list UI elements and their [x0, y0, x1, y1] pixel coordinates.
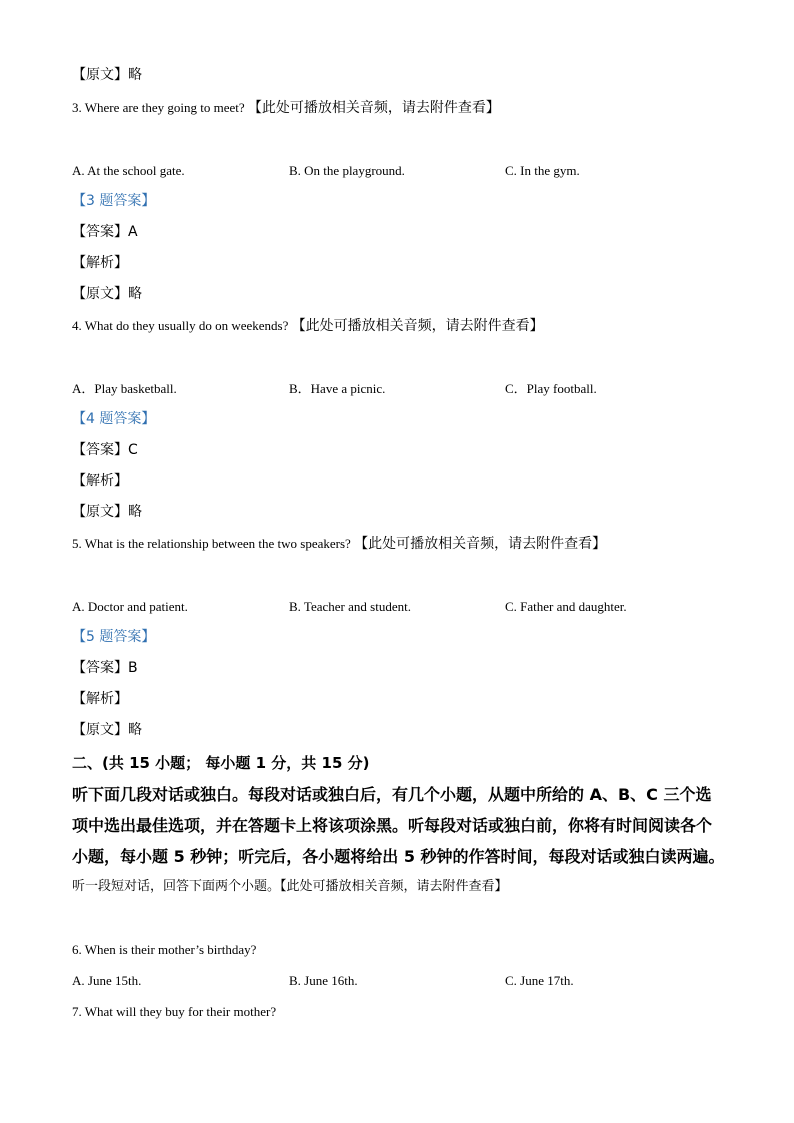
q4-option-b: B．Have a picnic. [289, 381, 386, 396]
original-text-omitted: 【原文】略 [72, 67, 142, 83]
question-3 [72, 99, 500, 117]
q4-option-a: A．Play basketball. [72, 381, 177, 396]
q5-option-b: B. Teacher and student. [289, 599, 411, 614]
question-4-text: 4. What do they usually do on weekends? [72, 318, 289, 333]
q5-option-c: C. Father and daughter. [505, 599, 627, 614]
q5-option-a: A. Doctor and patient. [72, 599, 188, 614]
dialog-instruction[interactable]: 听一段短对话，回答下面两个小题。【此处可播放相关音频，请去附件查看】 [72, 879, 508, 894]
q4-answer-header: 【4 题答案】 [72, 411, 156, 427]
q5-answer-header: 【5 题答案】 [72, 629, 156, 645]
q4-original-text: 【原文】略 [72, 504, 142, 520]
q3-option-a: A. At the school gate. [72, 163, 185, 178]
q4-analysis: 【解析】 [72, 473, 128, 489]
question-4 [72, 317, 544, 335]
section-2-title: 二、(共 15 小题； 每小题 1 分，共 15 分) [72, 754, 370, 772]
q5-analysis: 【解析】 [72, 691, 128, 707]
question-5 [72, 535, 606, 553]
audio-link[interactable]: 【此处可播放相关音频，请去附件查看】 [291, 318, 544, 334]
q6-option-c: C. June 17th. [505, 973, 574, 988]
section-2-instruction-line-2: 项中选出最佳选项，并在答题卡上将该项涂黑。听每段对话或独白前，你将有时间阅读各个 [72, 816, 713, 835]
q3-option-b: B. On the playground. [289, 163, 405, 178]
q6-option-a: A. June 15th. [72, 973, 142, 988]
section-2-instruction-line-3: 小题，每小题 5 秒钟；听完后，各小题将给出 5 秒钟的作答时间，每段对话或独白读两遍。 [72, 847, 725, 866]
audio-link[interactable]: 【此处可播放相关音频，请去附件查看】 [247, 100, 500, 116]
q4-option-c: C．Play football. [505, 381, 597, 396]
q3-analysis: 【解析】 [72, 255, 128, 271]
question-3-text: 3. Where are they going to meet? [72, 100, 245, 115]
q6-option-b: B. June 16th. [289, 973, 358, 988]
question-5-text: 5. What is the relationship between the two speakers? [72, 536, 351, 551]
q3-original-text: 【原文】略 [72, 286, 142, 302]
q5-answer: 【答案】B [72, 660, 138, 676]
q3-answer: 【答案】A [72, 224, 138, 240]
q5-original-text: 【原文】略 [72, 722, 142, 738]
section-2-instruction-line-1: 听下面几段对话或独白。每段对话或独白后，有几个小题，从题中所给的 A、B、C 三个选 [72, 785, 712, 804]
question-6-text: 6. When is their mother’s birthday? [72, 942, 257, 957]
question-7-text: 7. What will they buy for their mother? [72, 1004, 277, 1019]
q3-answer-header: 【3 题答案】 [72, 193, 156, 209]
q4-answer: 【答案】C [72, 442, 138, 458]
audio-link[interactable]: 【此处可播放相关音频，请去附件查看】 [354, 536, 607, 552]
q3-option-c: C. In the gym. [505, 163, 580, 178]
